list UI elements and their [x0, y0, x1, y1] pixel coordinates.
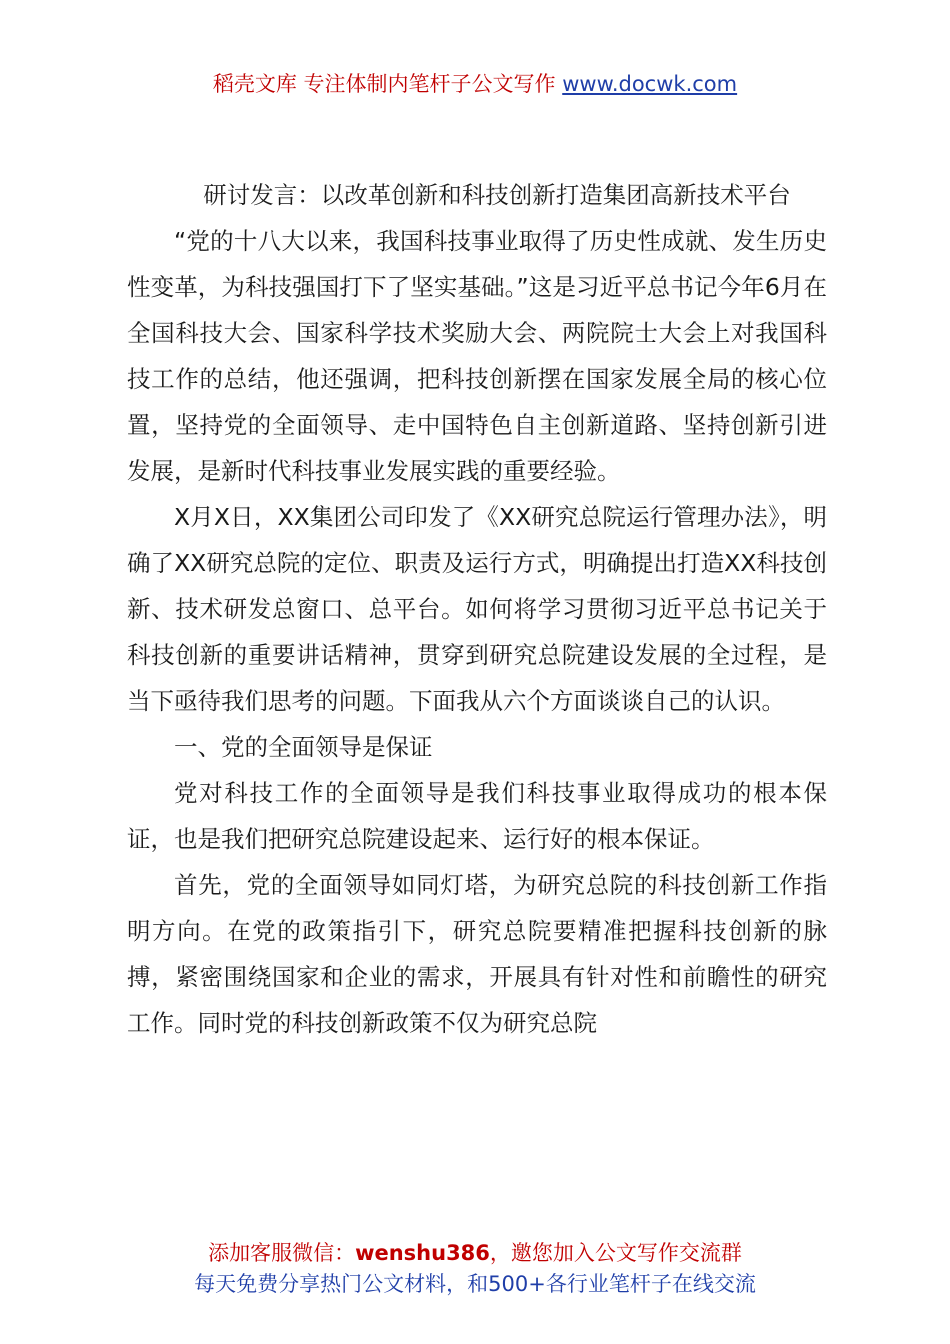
paragraph: 首先，党的全面领导如同灯塔，为研究总院的科技创新工作指明方向。在党的政策指引下，研究总院要精准把握科技创新的脉搏，紧密围绕国家和企业的需求，开展具有针对性和前瞻性的研究工作。同时党的科技创新政策不仅为研究总院 — [127, 871, 827, 1037]
watermark-footer — [0, 1238, 950, 1300]
watermark-header — [0, 68, 950, 100]
document-title: 研讨发言：以改革创新和科技创新打造集团高新技术平台 — [203, 181, 791, 209]
footer-promo-line: 每天免费分享热门公文材料，和500+各行业笔杆子在线交流 — [194, 1272, 756, 1296]
footer-contact-line — [0, 1238, 950, 1269]
header-text: 稻壳文库 专注体制内笔杆子公文写作 — [212, 72, 563, 96]
section-heading: 一、党的全面领导是保证 — [174, 733, 433, 761]
paragraph: X月X日，XX集团公司印发了《XX研究总院运行管理办法》，明确了XX研究总院的定位、职责及运行方式，明确提出打造XX科技创新、技术研发总窗口、总平台。如何将学习贯彻习近平总书记关于科技创新的重要讲话精神，贯穿到研究总院建设发展的全过程，是当下亟待我们思考的问题。下面我从六个方面谈谈自己的认识。 — [127, 503, 827, 715]
paragraph: “党的十八大以来，我国科技事业取得了历史性成就、发生历史性变革，为科技强国打下了坚实基础。”这是习近平总书记今年6月在全国科技大会、国家科学技术奖励大会、两院院士大会上对我国科技工作的总结，他还强调，把科技创新摆在国家发展全局的核心位置，坚持党的全面领导、走中国特色自主创新道路、坚持创新引进发展，是新时代科技事业发展实践的重要经验。 — [127, 227, 827, 485]
header-link[interactable]: www.docwk.com — [562, 72, 738, 96]
footer-contact-prefix: 添加客服微信： — [208, 1241, 356, 1265]
footer-wechat-id: wenshu386 — [355, 1241, 490, 1265]
paragraph: 党对科技工作的全面领导是我们科技事业取得成功的根本保证，也是我们把研究总院建设起来、运行好的根本保证。 — [127, 779, 827, 853]
footer-contact-suffix: ，邀您加入公文写作交流群 — [489, 1241, 742, 1265]
document-body — [127, 172, 827, 1046]
